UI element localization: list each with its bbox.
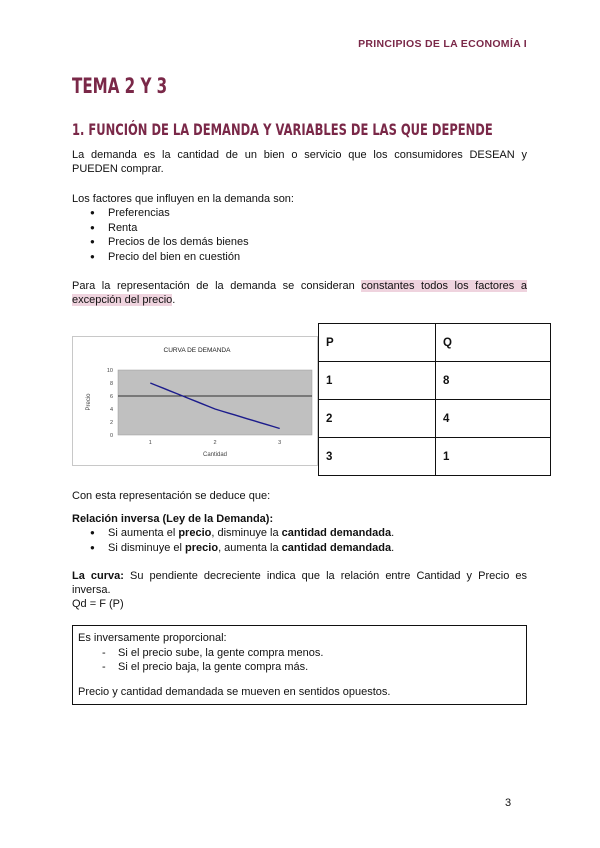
formula: Qd = F (P) [72, 598, 124, 610]
factors-lead: Los factores que influyen en la demanda son: [72, 193, 294, 205]
text: Si aumenta el [108, 527, 179, 539]
relation-list [72, 526, 527, 555]
bold-text: cantidad demandada [281, 527, 392, 539]
relation-block [72, 512, 527, 555]
y-tick-label: 6 [109, 394, 113, 400]
text: . [391, 527, 395, 539]
text: Si disminuye el [108, 541, 186, 554]
plot-area [118, 370, 312, 435]
list-item: - Si el precio sube, la gente compra menos. [78, 646, 521, 661]
y-axis-label: Precio [86, 393, 92, 411]
text: , disminuye la [211, 527, 282, 539]
section-title: 1. FUNCIÓN DE LA DEMANDA Y VARIABLES DE LAS QUE DEPENDE [72, 120, 493, 139]
factors-list [72, 206, 527, 264]
x-tick-label: 1 [148, 440, 152, 446]
box-conclusion: Precio y cantidad demandada se mueven en sentidos opuestos. [78, 685, 391, 698]
table-cell: 1 [436, 438, 551, 476]
summary-box [72, 625, 527, 705]
running-header: PRINCIPIOS DE LA ECONOMÍA I [358, 38, 527, 50]
curve-line-2: inversa. [72, 584, 111, 596]
chart-title: CURVA DE DEMANDA [163, 347, 231, 354]
representation-period: . [172, 294, 176, 306]
y-tick-label: 0 [109, 433, 113, 439]
intro-line-1: La demanda es la cantidad de un bien o servicio que los consumidores DESEAN y [72, 149, 527, 161]
table-cell: 4 [436, 400, 551, 438]
highlight-1: constantes todos los factores a [361, 280, 527, 292]
curve-line-1 [72, 569, 527, 583]
table-cell: 1 [319, 362, 436, 400]
price-quantity-table [318, 323, 551, 476]
factors-block [72, 192, 527, 264]
box-list [78, 646, 521, 675]
list-item: - Si el precio baja, la gente compra más. [78, 660, 521, 675]
table-header-q: Q [436, 324, 551, 362]
x-tick-label: 2 [213, 440, 217, 446]
list-item [72, 541, 527, 556]
representation-text: Para la representación de la demanda se consideran [72, 280, 362, 292]
y-tick-label: 2 [109, 420, 113, 426]
curve-text: Su pendiente decreciente indica que la relación entre Cantidad y Precio es [123, 570, 527, 582]
page-title: TEMA 2 Y 3 [72, 74, 168, 98]
representation-line-2 [72, 293, 527, 307]
y-tick-label: 10 [106, 368, 113, 374]
representation-line-1 [72, 279, 527, 293]
box-lead: Es inversamente proporcional: [78, 632, 227, 644]
text: . [391, 541, 395, 554]
intro-line-2: PUEDEN comprar. [72, 163, 164, 175]
table-cell: 8 [436, 362, 551, 400]
x-axis-label: Cantidad [202, 452, 228, 458]
relation-heading: Relación inversa (Ley de la Demanda): [72, 513, 274, 525]
table-header-p: P [319, 324, 436, 362]
table-row [319, 438, 551, 476]
y-tick-label: 8 [109, 381, 113, 387]
x-tick-label: 3 [278, 440, 282, 446]
highlight-2: excepción del precio [72, 294, 173, 306]
table-cell: 3 [319, 438, 436, 476]
curve-paragraph [72, 569, 527, 611]
list-item: ● Precios de los demás bienes [72, 235, 527, 250]
table-row [319, 324, 551, 362]
table-row [319, 400, 551, 438]
text: , aumenta la [218, 541, 282, 554]
bold-text: precio [178, 527, 212, 539]
demand-chart [72, 336, 318, 466]
page-number: 3 [505, 797, 512, 809]
representation-paragraph [72, 279, 527, 307]
intro-paragraph [72, 148, 527, 176]
table-row [319, 362, 551, 400]
bold-text: cantidad demandada [281, 541, 392, 554]
list-item [72, 526, 527, 541]
deduce-text: Con esta representación se deduce que: [72, 490, 271, 502]
bold-text: precio [185, 541, 219, 554]
list-item: ● Precio del bien en cuestión [72, 250, 527, 265]
table-cell: 2 [319, 400, 436, 438]
curve-label: La curva: [72, 570, 124, 582]
y-tick-label: 4 [109, 407, 113, 413]
list-item: ● Renta [72, 221, 527, 236]
list-item: ● Preferencias [72, 206, 527, 221]
